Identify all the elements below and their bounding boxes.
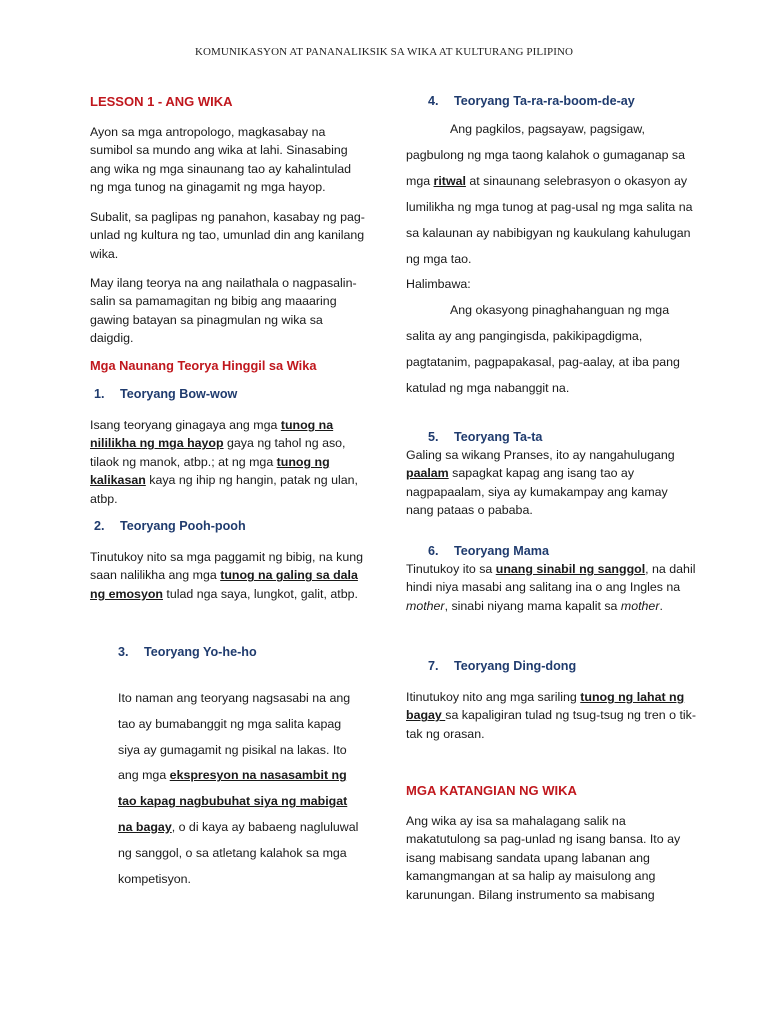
text-run: Itinutukoy nito ang mga sariling (406, 690, 581, 704)
theory-body-yo-he-ho (118, 686, 365, 892)
theory-heading-ta-ta (424, 430, 696, 444)
theory-title: Teoryang Mama (454, 544, 549, 558)
text-run: sa kapaligiran tulad ng tsug-tsug ng tren o tik-tak ng orasan. (406, 708, 696, 741)
text-run: , na dahil hindi niya masabi ang salitang ina o ang Ingles na (406, 562, 696, 595)
theory-number: 1. (94, 387, 105, 401)
theory-body-pooh-pooh (90, 548, 365, 603)
theory-body-ta-ta (406, 446, 696, 520)
emphasis-text: ritwal (433, 174, 466, 188)
text-run: sapagkat kapag ang isang tao ay nagpapaalam, siya ay kumakampay ang kamay nang pataas o pababa. (406, 466, 668, 518)
theory-title: Teoryang Ta-ra-ra-boom-de-ay (454, 94, 635, 108)
theory-title: Teoryang Yo-he-ho (144, 645, 257, 659)
emphasis-text: paalam (406, 466, 449, 481)
theory-number: 2. (94, 519, 105, 533)
theory-body-ding-dong (406, 688, 696, 743)
paragraph-development: Subalit, sa paglipas ng panahon, kasabay ng pag- unlad ng kultura ng tao, umunlad din ang kanilang wika. (90, 210, 365, 261)
example-text: Ang okasyong pinaghahanguan ng mga salita ay ang pangingisda, pakikipagdigma, pagtatanim, pagpapakasal, pag-aalay, at iba pang katulad ng mga nabanggit na. (406, 303, 680, 395)
theory-heading-ta-ra-ra-boom-de-ay (424, 94, 696, 108)
text-run: kaya ng ihip ng hangin, patak ng ulan, atbp. (90, 473, 358, 506)
theory-heading-pooh-pooh (90, 519, 365, 533)
lesson-title: LESSON 1 - ANG WIKA (90, 94, 233, 109)
example-label: Halimbawa: (406, 277, 471, 291)
italic-text: mother (620, 598, 660, 613)
text-run: gaya ng tahol ng aso, tilaok ng manok, atbp.; at ng mga (90, 436, 346, 469)
text-run: at sinaunang selebrasyon o okasyon ay lumilikha ng mga tunog at pag-usal ng mga salita na sa kalaunan ay nabibigyan ng kaukulang kahulugan ng mga tao. (406, 174, 693, 266)
theory-heading-yo-he-ho (114, 645, 365, 659)
katangian-title: MGA KATANGIAN NG WIKA (406, 783, 577, 798)
section-title: Mga Naunang Teorya Hinggil sa Wika (90, 358, 317, 373)
text-run: Tinutukoy ito sa (406, 562, 496, 576)
emphasis-text: ekspresyon na nasasambit ng tao kapag nagbubuhat siya ng mabigat na bagay (118, 768, 348, 834)
emphasis-text: tunog na galing sa dala ng emosyon (90, 568, 358, 601)
emphasis-text: unang sinabil ng sanggol (495, 562, 646, 576)
theory-body-ta-ra-ra-boom-de-ay (406, 116, 696, 272)
text-run: Isang teoryang ginagaya ang mga (90, 418, 281, 432)
paragraph-theories: May ilang teorya na ang nailathala o nagpasalin-salin sa pamamagitan ng bibig ang maaaring gawing batayan sa pinagmulan ng wika sa daigdig. (90, 276, 357, 346)
text-run: , o di kaya ay babaeng nagluluwal ng sanggol, o sa atletang kalahok sa mga kompetisyon. (118, 819, 359, 886)
katangian-paragraph: Ang wika ay isa sa mahalagang salik na makatutulong sa pag-unlad ng isang bansa. Ito ay isang mabisang sandata upang labanan ang kamangmangan at sa halip ay maisulong ang karunungan. Bilang instrumento sa mabisang (406, 814, 681, 902)
running-header: KOMUNIKASYON AT PANANALIKSIK SA WIKA AT KULTURANG PILIPINO (194, 46, 574, 58)
text-run: , sinabi niyang mama kapalit sa (444, 598, 621, 613)
theory-title: Teoryang Ta-ta (454, 430, 543, 444)
text-run: Galing sa wikang Pranses, ito ay nangahulugang (406, 448, 675, 462)
text-run: Ang pagkilos, pagsayaw, pagsigaw, pagbulong ng mga taong kalahok o gumaganap sa mga (406, 122, 686, 188)
theory-heading-bow-wow (90, 387, 365, 401)
theory-heading-ding-dong (424, 659, 696, 673)
theory-title: Teoryang Bow-wow (120, 387, 238, 401)
theory-number: 3. (118, 645, 129, 659)
emphasis-text: tunog ng kalikasan (90, 454, 330, 488)
italic-text: mother (406, 598, 445, 613)
emphasis-text: tunog ng lahat ng bagay (406, 690, 685, 723)
text-run: tulad nga saya, lungkot, galit, atbp. (162, 586, 358, 601)
text-run: Ito naman ang teoryang nagsasabi na ang tao ay bumabanggit ng mga salita kapag siya ay gumagamit ng pisikal na lakas. Ito ang mga (118, 691, 351, 783)
text-run: Tinutukoy nito sa mga paggamit ng bibig, na kung saan nalilikha ang mga (90, 550, 363, 583)
theory-body-bow-wow (90, 416, 365, 508)
theory-body-mama (406, 560, 696, 615)
theory-number: 5. (428, 430, 439, 444)
theory-title: Teoryang Pooh-pooh (120, 519, 246, 533)
theory-title: Teoryang Ding-dong (454, 659, 577, 673)
theory-number: 7. (428, 659, 439, 673)
theory-number: 4. (428, 94, 439, 108)
paragraph-intro: Ayon sa mga antropologo, magkasabay na sumibol sa mundo ang wika at lahi. Sinasabing ang wika ng mga sinaunang tao ay kahalintulad ng mga tunog na ginagamit ng mga hayop. (90, 125, 352, 195)
theory-heading-mama (424, 544, 696, 558)
emphasis-text: tunog na nililikha ng mga hayop (90, 418, 334, 451)
theory-number: 6. (428, 544, 439, 558)
text-run: . (659, 598, 663, 613)
